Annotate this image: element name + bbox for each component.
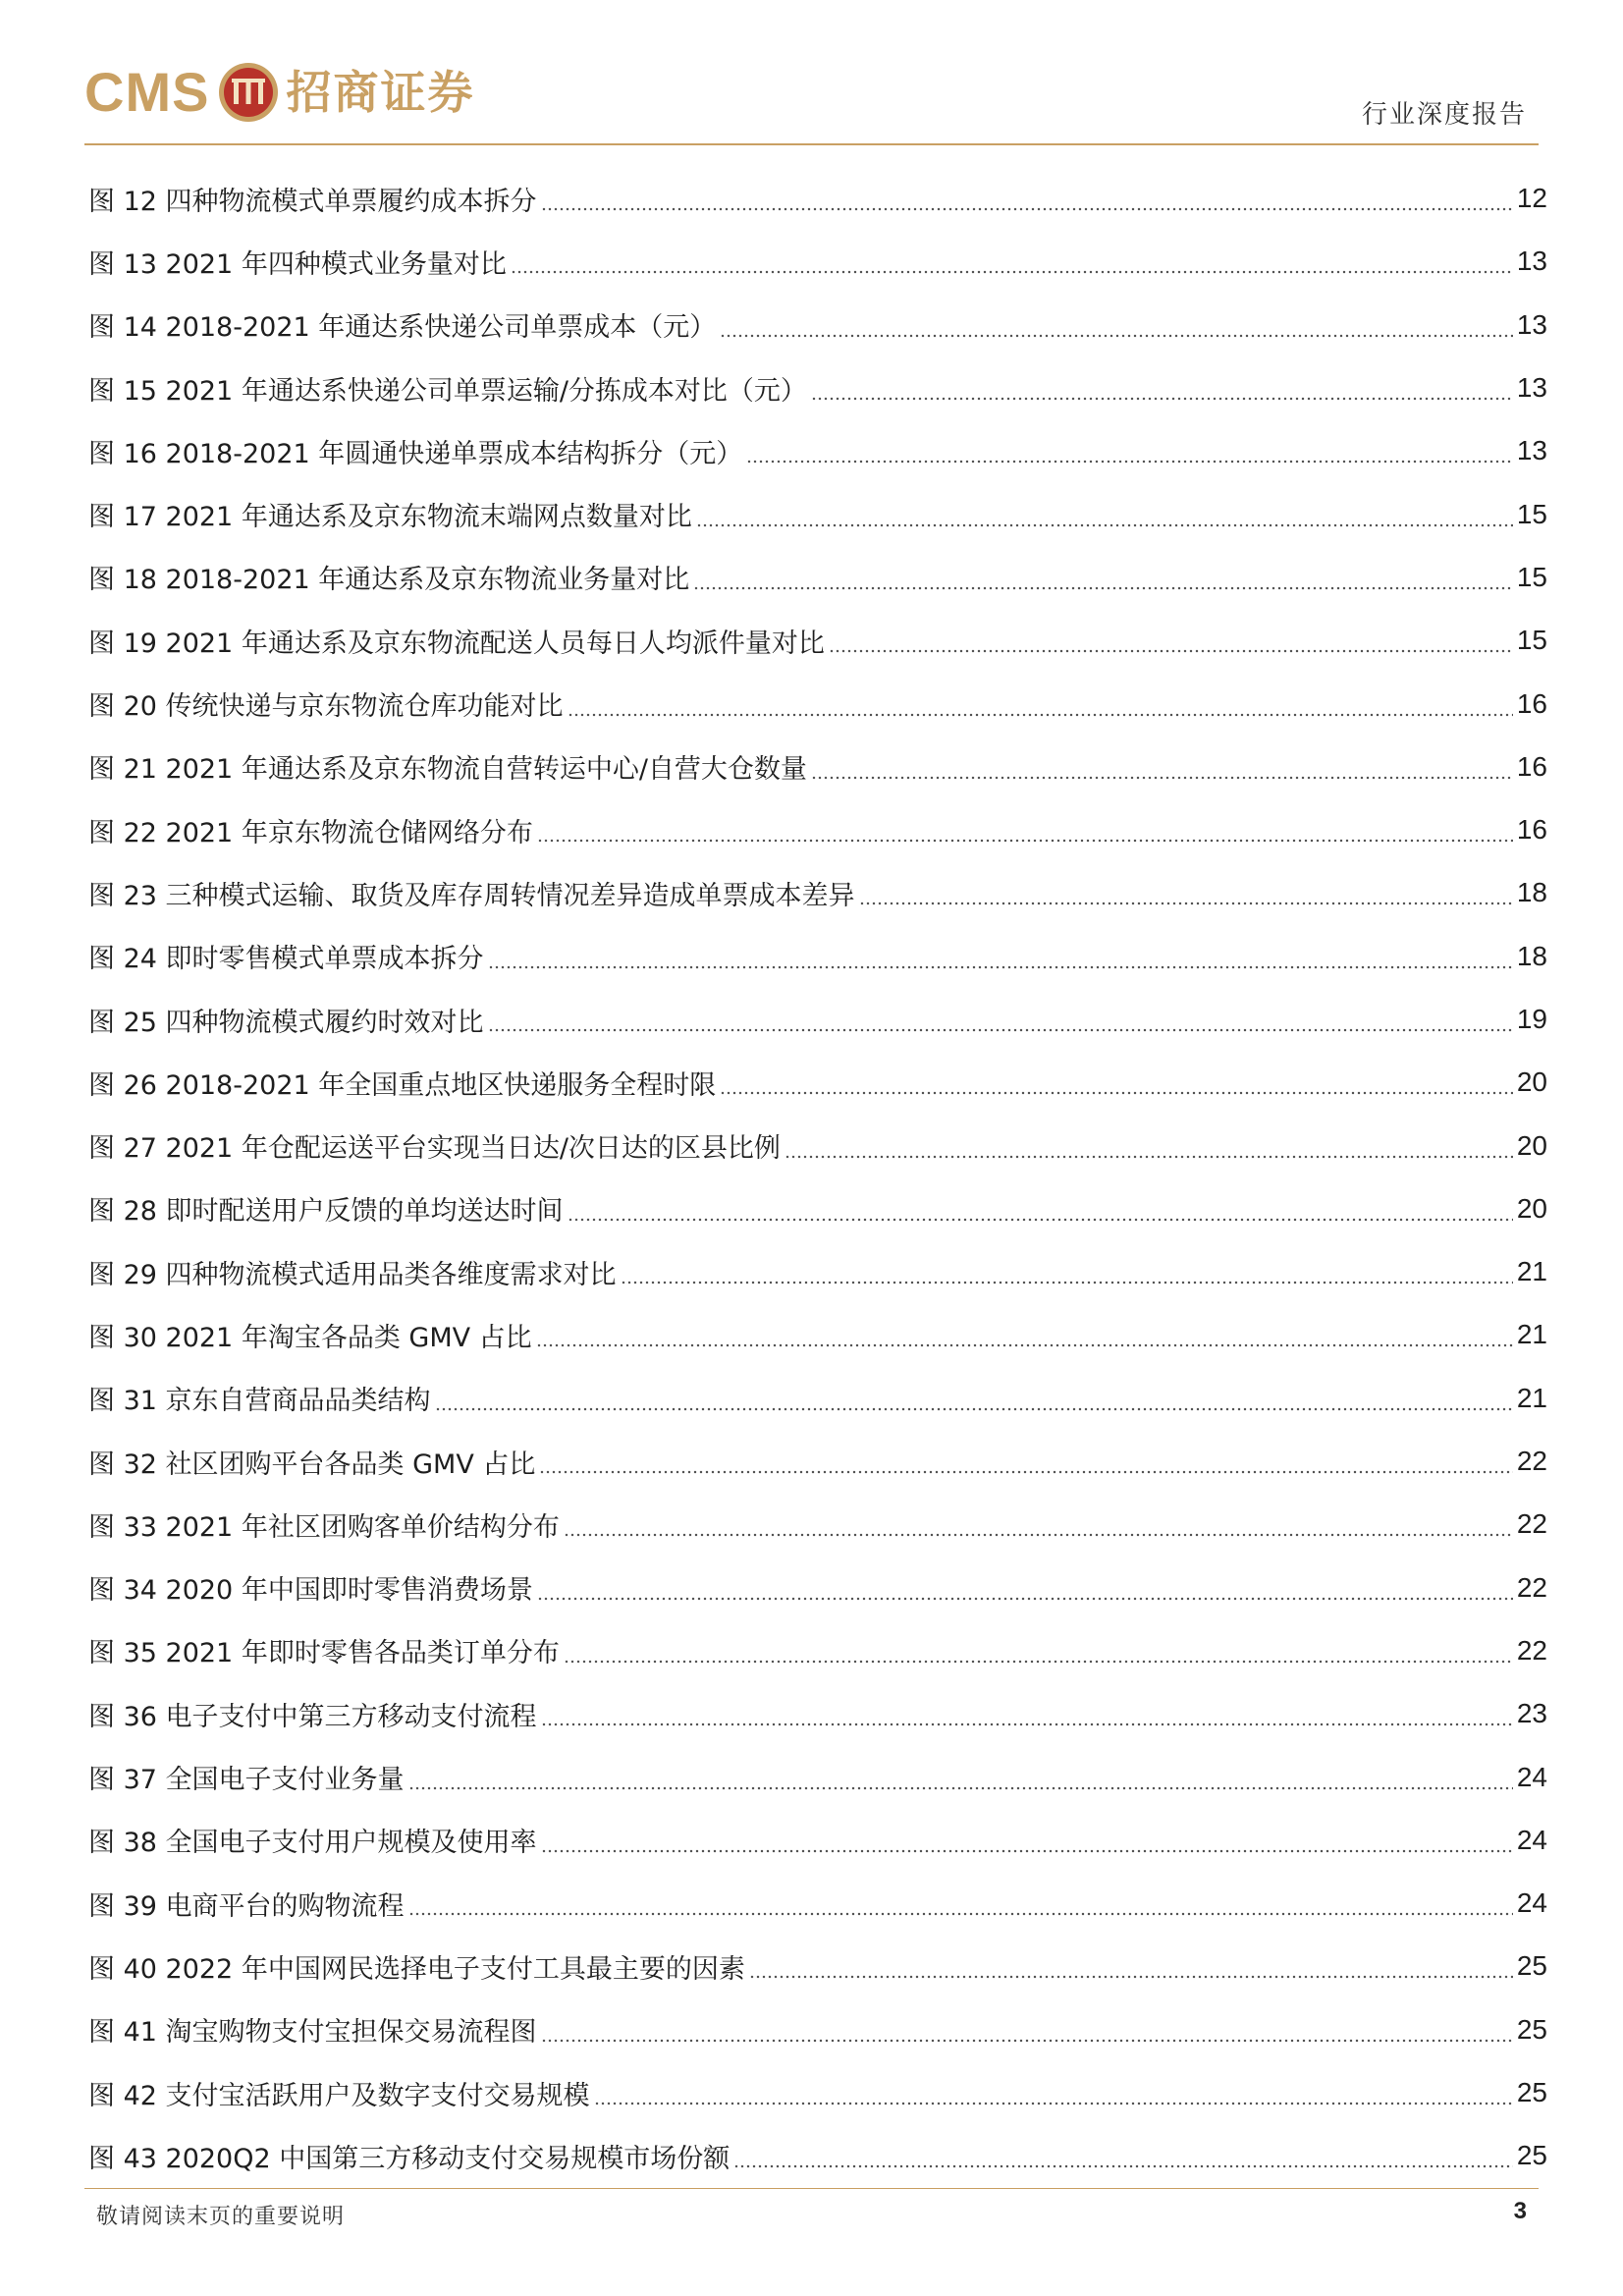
toc-dot-leader — [696, 501, 1513, 528]
toc-entry[interactable] — [88, 861, 1547, 924]
toc-entry-page: 25 — [1516, 2140, 1547, 2171]
logo-text: CMS — [84, 61, 210, 123]
toc-entry[interactable] — [88, 672, 1547, 735]
toc-entry-label: 图 15 2021 年通达系快递公司单票运输/分拣成本对比（元） — [88, 375, 807, 407]
toc-entry-page: 22 — [1516, 1446, 1547, 1477]
toc-entry-label: 图 16 2018-2021 年圆通快递单票成本结构拆分（元） — [88, 438, 743, 469]
toc-entry[interactable] — [88, 167, 1547, 230]
toc-entry[interactable] — [88, 736, 1547, 798]
toc-entry-page: 18 — [1516, 940, 1547, 971]
toc-entry-page: 24 — [1516, 1824, 1547, 1855]
toc-dot-leader — [511, 247, 1513, 275]
toc-entry[interactable] — [88, 1114, 1547, 1176]
toc-entry[interactable] — [88, 294, 1547, 356]
figure-list — [88, 167, 1547, 2188]
brand-name: 招商证券 — [286, 66, 475, 119]
toc-dot-leader — [541, 2016, 1513, 2044]
toc-entry[interactable] — [88, 1430, 1547, 1493]
toc-entry-label: 图 28 即时配送用户反馈的单均送达时间 — [88, 1196, 564, 1228]
toc-entry-page: 13 — [1516, 435, 1547, 466]
toc-dot-leader — [539, 1448, 1512, 1475]
toc-entry-label: 图 23 三种模式运输、取货及库存周转情况差异造成单票成本差异 — [88, 880, 855, 911]
toc-entry-label: 图 29 四种物流模式适用品类各维度需求对比 — [88, 1259, 617, 1290]
toc-dot-leader — [746, 437, 1513, 465]
toc-entry-label: 图 13 2021 年四种模式业务量对比 — [88, 248, 507, 280]
toc-entry-page: 25 — [1516, 1950, 1547, 1982]
toc-entry[interactable] — [88, 925, 1547, 988]
toc-dot-leader — [564, 1510, 1513, 1538]
toc-entry-page: 20 — [1516, 1192, 1547, 1224]
toc-entry-label: 图 42 支付宝活跃用户及数字支付交易规模 — [88, 2080, 590, 2111]
toc-entry-label: 图 12 四种物流模式单票履约成本拆分 — [88, 186, 537, 217]
toc-entry-label: 图 36 电子支付中第三方移动支付流程 — [88, 1701, 537, 1732]
toc-entry-label: 图 35 2021 年即时零售各品类订单分布 — [88, 1638, 560, 1669]
toc-entry-label: 图 17 2021 年通达系及京东物流末端网点数量对比 — [88, 502, 692, 533]
toc-entry[interactable] — [88, 1177, 1547, 1240]
toc-entry[interactable] — [88, 1557, 1547, 1619]
toc-entry-label: 图 41 淘宝购物支付宝担保交易流程图 — [88, 2017, 537, 2049]
toc-dot-leader — [720, 311, 1513, 339]
toc-entry-page: 20 — [1516, 1129, 1547, 1161]
toc-entry-label: 图 21 2021 年通达系及京东物流自营转运中心/自营大仓数量 — [88, 754, 807, 786]
toc-dot-leader — [720, 1068, 1513, 1096]
toc-entry[interactable] — [88, 1872, 1547, 1935]
toc-dot-leader — [541, 185, 1513, 212]
toc-dot-leader — [594, 2079, 1513, 2106]
toc-entry[interactable] — [88, 419, 1547, 482]
toc-entry[interactable] — [88, 1303, 1547, 1366]
toc-entry-page: 15 — [1516, 561, 1547, 592]
toc-entry[interactable] — [88, 2124, 1547, 2187]
toc-entry-label: 图 31 京东自营商品品类结构 — [88, 1386, 431, 1417]
toc-entry-label: 图 14 2018-2021 年通达系快递公司单票成本（元） — [88, 312, 717, 344]
toc-entry-label: 图 22 2021 年京东物流仓储网络分布 — [88, 817, 533, 848]
toc-entry-label: 图 32 社区团购平台各品类 GMV 占比 — [88, 1449, 536, 1480]
toc-entry-page: 20 — [1516, 1066, 1547, 1098]
toc-entry[interactable] — [88, 1051, 1547, 1114]
toc-entry-label: 图 39 电商平台的购物流程 — [88, 1890, 405, 1922]
footer-divider — [84, 2188, 1539, 2189]
toc-entry-label: 图 26 2018-2021 年全国重点地区快递服务全程时限 — [88, 1069, 717, 1101]
toc-dot-leader — [568, 690, 1513, 718]
toc-dot-leader — [621, 1258, 1513, 1285]
toc-entry-page: 18 — [1516, 877, 1547, 908]
toc-entry-page: 12 — [1516, 183, 1547, 214]
toc-entry[interactable] — [88, 1998, 1547, 2061]
toc-dot-leader — [693, 564, 1513, 591]
toc-entry[interactable] — [88, 230, 1547, 293]
toc-entry-page: 21 — [1516, 1382, 1547, 1413]
toc-dot-leader — [536, 1321, 1513, 1348]
toc-entry[interactable] — [88, 1493, 1547, 1556]
toc-dot-leader — [859, 879, 1513, 906]
toc-entry-label: 图 19 2021 年通达系及京东物流配送人员每日人均派件量对比 — [88, 628, 825, 659]
header-divider — [84, 143, 1539, 145]
toc-entry[interactable] — [88, 1240, 1547, 1303]
toc-entry[interactable] — [88, 1682, 1547, 1745]
cms-logo — [84, 57, 474, 128]
toc-entry-page: 23 — [1516, 1698, 1547, 1729]
toc-dot-leader — [408, 1889, 1513, 1917]
toc-entry-page: 16 — [1516, 750, 1547, 782]
toc-entry-page: 22 — [1516, 1571, 1547, 1603]
toc-entry-label: 图 18 2018-2021 年通达系及京东物流业务量对比 — [88, 565, 690, 596]
toc-entry-page: 15 — [1516, 498, 1547, 529]
toc-entry-page: 25 — [1516, 2077, 1547, 2108]
toc-entry-page: 22 — [1516, 1634, 1547, 1666]
toc-entry[interactable] — [88, 1619, 1547, 1682]
toc-entry[interactable] — [88, 482, 1547, 545]
toc-entry-page: 22 — [1516, 1508, 1547, 1540]
disclaimer-note: 敬请阅读末页的重要说明 — [96, 2205, 346, 2229]
toc-dot-leader — [568, 1195, 1513, 1223]
toc-entry-page: 21 — [1516, 1319, 1547, 1350]
toc-dot-leader — [564, 1637, 1513, 1665]
toc-entry-page: 13 — [1516, 372, 1547, 404]
toc-entry-label: 图 34 2020 年中国即时零售消费场景 — [88, 1575, 533, 1607]
toc-entry[interactable] — [88, 1745, 1547, 1808]
page-number: 3 — [1513, 2198, 1527, 2224]
toc-entry-page: 13 — [1516, 308, 1547, 340]
toc-dot-leader — [811, 374, 1513, 402]
toc-entry[interactable] — [88, 609, 1547, 672]
toc-dot-leader — [829, 627, 1513, 654]
toc-dot-leader — [488, 1006, 1513, 1033]
toc-entry[interactable] — [88, 798, 1547, 861]
toc-dot-leader — [749, 1952, 1513, 1980]
toc-entry[interactable] — [88, 2061, 1547, 2124]
toc-dot-leader — [537, 816, 1513, 844]
toc-dot-leader — [541, 1700, 1513, 1727]
toc-dot-leader — [488, 943, 1513, 970]
toc-entry-label: 图 43 2020Q2 中国第三方移动支付交易规模市场份额 — [88, 2143, 730, 2174]
toc-entry-label: 图 33 2021 年社区团购客单价结构分布 — [88, 1511, 560, 1543]
toc-dot-leader — [435, 1385, 1513, 1412]
toc-entry-page: 15 — [1516, 625, 1547, 656]
report-type-label: 行业深度报告 — [1361, 100, 1527, 130]
toc-entry-page: 25 — [1516, 2013, 1547, 2045]
toc-entry-page: 13 — [1516, 246, 1547, 277]
toc-entry-label: 图 37 全国电子支付业务量 — [88, 1765, 405, 1796]
toc-entry-page: 24 — [1516, 1887, 1547, 1919]
toc-dot-leader — [733, 2142, 1513, 2169]
toc-entry[interactable] — [88, 356, 1547, 419]
toc-entry-label: 图 25 四种物流模式履约时效对比 — [88, 1007, 484, 1038]
toc-entry-page: 16 — [1516, 814, 1547, 846]
toc-entry-label: 图 40 2022 年中国网民选择电子支付工具最主要的因素 — [88, 1953, 745, 1985]
toc-entry[interactable] — [88, 1367, 1547, 1430]
toc-dot-leader — [811, 753, 1513, 781]
toc-entry[interactable] — [88, 1809, 1547, 1872]
page-header — [0, 0, 1623, 147]
toc-entry-page: 21 — [1516, 1256, 1547, 1287]
toc-entry-label: 图 38 全国电子支付用户规模及使用率 — [88, 1828, 537, 1859]
toc-entry[interactable] — [88, 1935, 1547, 1997]
cms-emblem-icon — [217, 61, 280, 124]
toc-entry-label: 图 27 2021 年仓配运送平台实现当日达/次日达的区县比例 — [88, 1133, 781, 1165]
toc-entry-page: 24 — [1516, 1761, 1547, 1792]
toc-dot-leader — [408, 1764, 1513, 1791]
toc-dot-leader — [537, 1574, 1513, 1602]
toc-entry-page: 19 — [1516, 1004, 1547, 1034]
toc-entry-label: 图 30 2021 年淘宝各品类 GMV 占比 — [88, 1322, 532, 1353]
toc-entry-label: 图 20 传统快递与京东物流仓库功能对比 — [88, 691, 564, 723]
toc-entry-label: 图 24 即时零售模式单票成本拆分 — [88, 944, 484, 975]
toc-dot-leader — [541, 1827, 1513, 1854]
toc-entry-page: 16 — [1516, 687, 1547, 719]
toc-entry[interactable] — [88, 546, 1547, 609]
toc-dot-leader — [784, 1132, 1513, 1160]
toc-entry[interactable] — [88, 988, 1547, 1051]
